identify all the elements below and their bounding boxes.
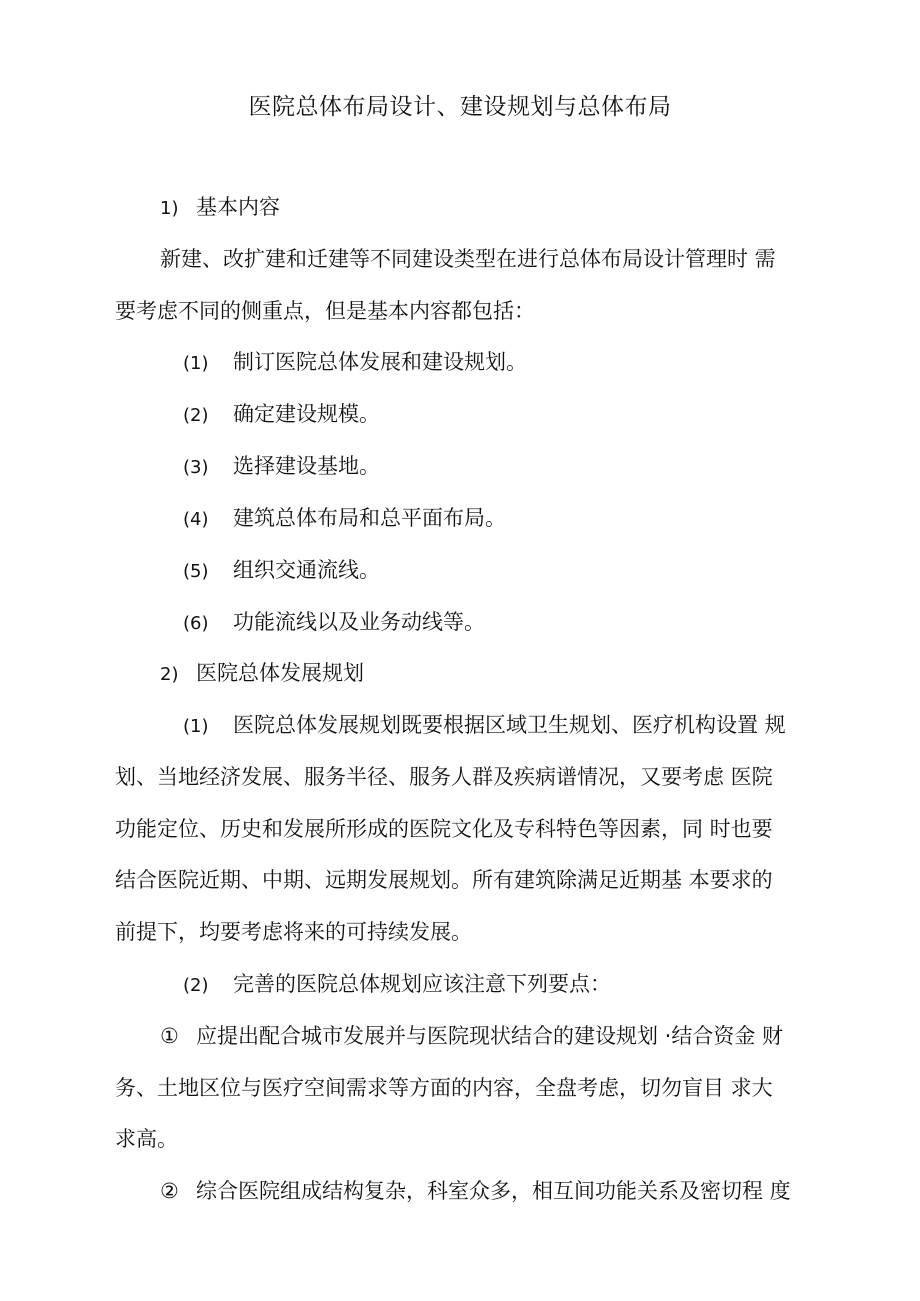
list-item: (2) 确定建设规模。 xyxy=(183,402,380,426)
point-1-line-3: 求高。 xyxy=(115,1127,178,1151)
point-2-line-1: ② 综合医院组成结构复杂，科室众多，相互间功能关系及密切程 度 xyxy=(160,1176,791,1206)
list-item: (3) 选择建设基地。 xyxy=(183,454,380,478)
point-1-line-1: ① 应提出配合城市发展并与医院现状结合的建设规划 ·结合资金 财 xyxy=(160,1021,783,1051)
point-1-line-2: 务、土地区位与医疗空间需求等方面的内容，全盘考虑，切勿盲目 求大 xyxy=(115,1076,773,1100)
section-2-title: 医院总体发展规划 xyxy=(196,661,364,685)
document-title: 医院总体布局设计、建设规划与总体布局 xyxy=(248,94,672,120)
section-2-item-1-line-2: 划、当地经济发展、服务半径、服务人群及疾病谱情况，又要考虑 医院 xyxy=(115,765,773,789)
point-1-marker: ① xyxy=(160,1024,179,1048)
list-item: (1) 制订医院总体发展和建设规划。 xyxy=(183,350,527,374)
section-1-number: 1) xyxy=(160,198,179,219)
section-2-item-1-line-1: (1) 医院总体发展规划既要根据区域卫生规划、医疗机构设置 规 xyxy=(183,713,786,737)
section-2-item-2: (2) 完善的医院总体规划应该注意下列要点： xyxy=(183,972,611,996)
section-2-item-1-line-5: 前提下，均要考虑将来的可持续发展。 xyxy=(115,920,472,944)
section-1-intro-line-2: 要考虑不同的侧重点，但是基本内容都包括： xyxy=(115,299,535,323)
list-item: (5) 组织交通流线。 xyxy=(183,558,380,582)
section-2-heading xyxy=(160,658,364,690)
section-1-intro-line-1: 新建、改扩建和迁建等不同建设类型在进行总体布局设计管理时 需 xyxy=(160,247,776,271)
list-item: (4) 建筑总体布局和总平面布局。 xyxy=(183,506,506,530)
list-item: (6) 功能流线以及业务动线等。 xyxy=(183,610,485,634)
point-2-marker: ② xyxy=(160,1179,179,1203)
section-1-heading xyxy=(160,192,280,224)
section-2-number: 2) xyxy=(160,664,179,685)
section-1-title: 基本内容 xyxy=(196,195,280,219)
section-2-item-1-line-4: 结合医院近期、中期、远期发展规划。所有建筑除满足近期基 本要求的 xyxy=(115,868,773,892)
section-2-item-1-line-3: 功能定位、历史和发展所形成的医院文化及专科特色等因素，同 时也要 xyxy=(115,817,773,841)
